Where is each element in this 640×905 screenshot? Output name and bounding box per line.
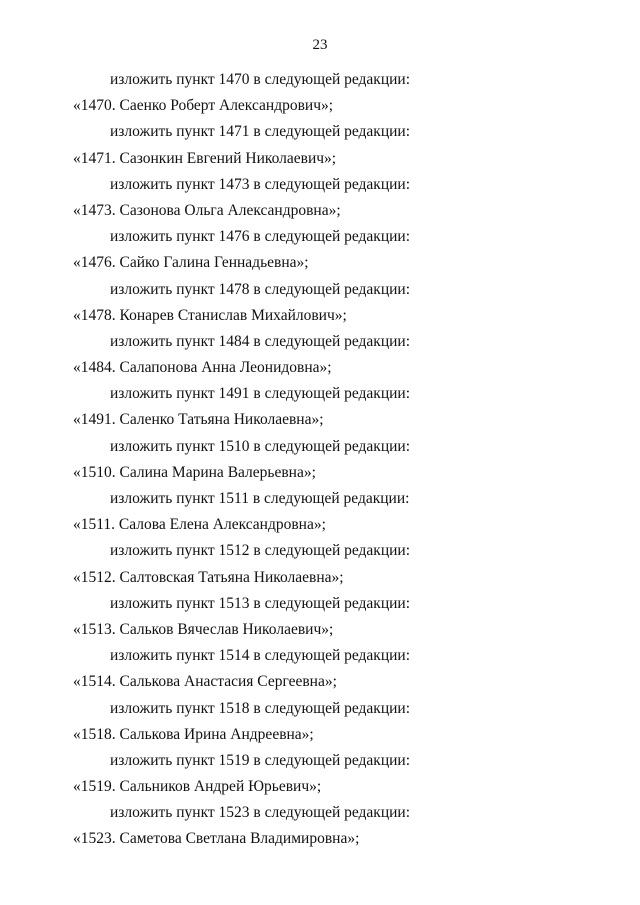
amendment-entry: «1513. Сальков Вячеслав Николаевич»; [73,620,334,638]
amendment-item [0,172,640,224]
amendment-instruction: изложить пункт 1519 в следующей редакции: [110,751,411,769]
amendment-item [0,277,640,329]
amendment-instruction: изложить пункт 1510 в следующей редакции: [110,437,411,455]
amendment-instruction: изложить пункт 1514 в следующей редакции: [110,647,411,665]
amendment-entry: «1518. Салькова Ирина Андреевна»; [73,725,314,743]
amendment-item [0,643,640,695]
amendment-item [0,696,640,748]
amendment-entry: «1514. Салькова Анастасия Сергеевна»; [73,673,337,691]
amendment-item [0,67,640,119]
amendment-instruction: изложить пункт 1513 в следующей редакции: [110,594,411,612]
amendment-item [0,381,640,433]
amendment-entry: «1510. Салина Марина Валерьевна»; [73,463,316,481]
amendment-instruction: изложить пункт 1518 в следующей редакции: [110,699,411,717]
amendment-item [0,748,640,800]
amendment-entry: «1471. Сазонкин Евгений Николаевич»; [73,149,337,167]
amendment-entry: «1478. Конарев Станислав Михайлович»; [73,306,347,324]
amendment-item [0,591,640,643]
amendment-entry: «1473. Сазонова Ольга Александровна»; [73,201,341,219]
amendment-item [0,224,640,276]
amendment-entry: «1519. Сальников Андрей Юрьевич»; [73,778,322,796]
amendment-instruction: изложить пункт 1512 в следующей редакции: [110,542,411,560]
amendment-item [0,538,640,590]
amendment-entry: «1476. Сайко Галина Геннадьевна»; [73,254,309,272]
amendment-entry: «1470. Саенко Роберт Александрович»; [73,97,334,115]
amendment-item [0,119,640,171]
amendment-entry: «1512. Салтовская Татьяна Николаевна»; [73,568,344,586]
amendment-entry: «1511. Салова Елена Александровна»; [73,516,326,534]
amendment-item [0,434,640,486]
amendment-instruction: изложить пункт 1478 в следующей редакции: [110,280,411,298]
amendment-instruction: изложить пункт 1470 в следующей редакции: [110,71,411,88]
amendment-instruction: изложить пункт 1523 в следующей редакции: [110,804,411,822]
amendment-instruction: изложить пункт 1511 в следующей редакции: [110,490,410,507]
amendment-item [0,800,640,852]
amendment-instruction: изложить пункт 1473 в следующей редакции: [110,175,411,193]
amendment-instruction: изложить пункт 1491 в следующей редакции: [110,385,411,403]
amendment-entry: «1523. Саметова Светлана Владимировна»; [73,830,360,848]
amendment-entry: «1491. Саленко Татьяна Николаевна»; [73,411,324,429]
amendment-item [0,486,640,538]
amendment-entry: «1484. Салапонова Анна Леонидовна»; [73,359,332,377]
amendment-instruction: изложить пункт 1471 в следующей редакции: [110,123,411,141]
amendment-instruction: изложить пункт 1476 в следующей редакции: [110,228,411,246]
amendment-list [0,67,640,853]
page-number: 23 [312,37,328,53]
amendment-instruction: изложить пункт 1484 в следующей редакции: [110,332,411,350]
amendment-item [0,329,640,381]
